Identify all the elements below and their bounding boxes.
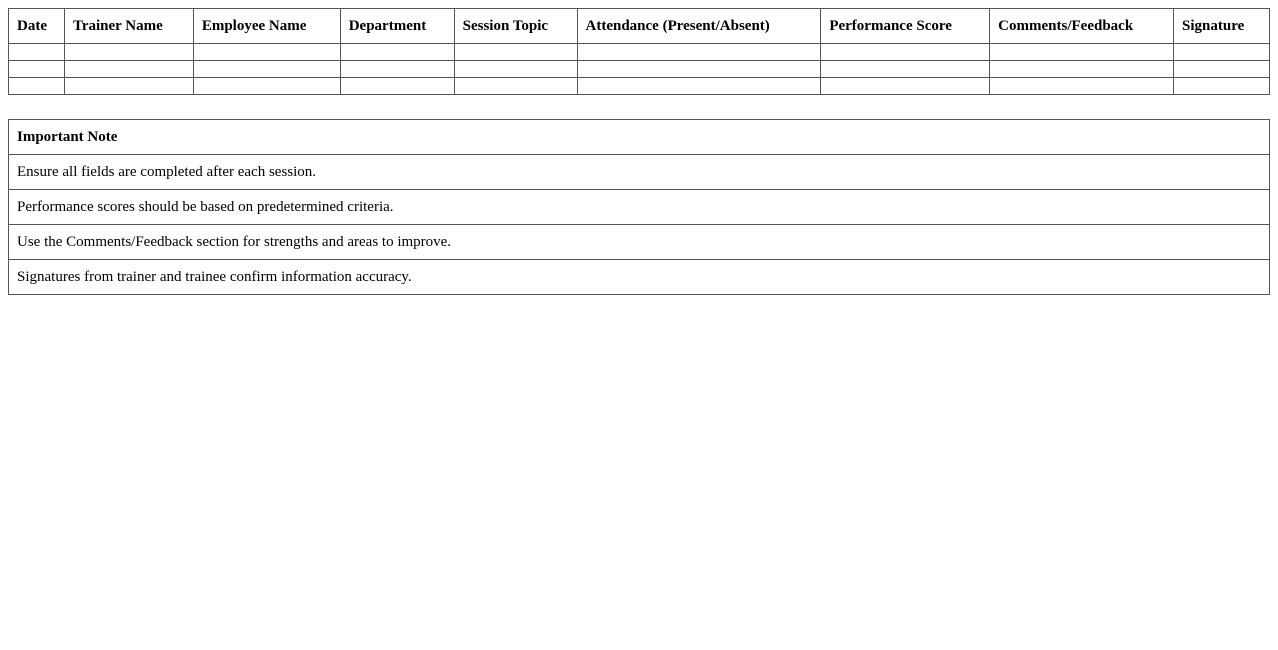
- note-item: Signatures from trainer and trainee confirm information accuracy.: [9, 260, 1270, 295]
- header-date: Date: [9, 9, 65, 44]
- table-cell[interactable]: [454, 44, 577, 61]
- table-cell[interactable]: [990, 44, 1174, 61]
- table-cell[interactable]: [9, 61, 65, 78]
- header-performance-score: Performance Score: [821, 9, 990, 44]
- header-attendance: Attendance (Present/Absent): [577, 9, 821, 44]
- table-cell[interactable]: [454, 78, 577, 95]
- table-cell[interactable]: [340, 61, 454, 78]
- table-cell[interactable]: [577, 78, 821, 95]
- note-heading-row: [9, 120, 1270, 155]
- note-item: Performance scores should be based on predetermined criteria.: [9, 190, 1270, 225]
- note-row: [9, 155, 1270, 190]
- header-row: [9, 9, 1270, 44]
- table-cell[interactable]: [454, 61, 577, 78]
- header-trainer-name: Trainer Name: [64, 9, 193, 44]
- table-cell[interactable]: [64, 78, 193, 95]
- table-cell[interactable]: [577, 61, 821, 78]
- table-cell[interactable]: [340, 44, 454, 61]
- training-log-table: [8, 8, 1270, 95]
- table-row: [9, 44, 1270, 61]
- header-department: Department: [340, 9, 454, 44]
- table-cell[interactable]: [577, 44, 821, 61]
- table-cell[interactable]: [990, 78, 1174, 95]
- table-cell[interactable]: [340, 78, 454, 95]
- note-item: Use the Comments/Feedback section for strengths and areas to improve.: [9, 225, 1270, 260]
- table-cell[interactable]: [990, 61, 1174, 78]
- table-cell[interactable]: [821, 61, 990, 78]
- table-cell[interactable]: [9, 44, 65, 61]
- table-cell[interactable]: [1174, 61, 1270, 78]
- header-signature: Signature: [1174, 9, 1270, 44]
- table-cell[interactable]: [64, 61, 193, 78]
- header-comments-feedback: Comments/Feedback: [990, 9, 1174, 44]
- table-cell[interactable]: [1174, 78, 1270, 95]
- header-session-topic: Session Topic: [454, 9, 577, 44]
- note-row: [9, 190, 1270, 225]
- table-cell[interactable]: [64, 44, 193, 61]
- table-row: [9, 61, 1270, 78]
- table-row: [9, 78, 1270, 95]
- table-cell[interactable]: [193, 61, 340, 78]
- header-employee-name: Employee Name: [193, 9, 340, 44]
- note-heading: Important Note: [9, 120, 1270, 155]
- table-cell[interactable]: [193, 44, 340, 61]
- note-row: [9, 260, 1270, 295]
- table-cell[interactable]: [9, 78, 65, 95]
- table-cell[interactable]: [1174, 44, 1270, 61]
- note-item: Ensure all fields are completed after each session.: [9, 155, 1270, 190]
- important-note-table: [8, 119, 1270, 295]
- table-cell[interactable]: [821, 44, 990, 61]
- note-row: [9, 225, 1270, 260]
- table-cell[interactable]: [193, 78, 340, 95]
- table-cell[interactable]: [821, 78, 990, 95]
